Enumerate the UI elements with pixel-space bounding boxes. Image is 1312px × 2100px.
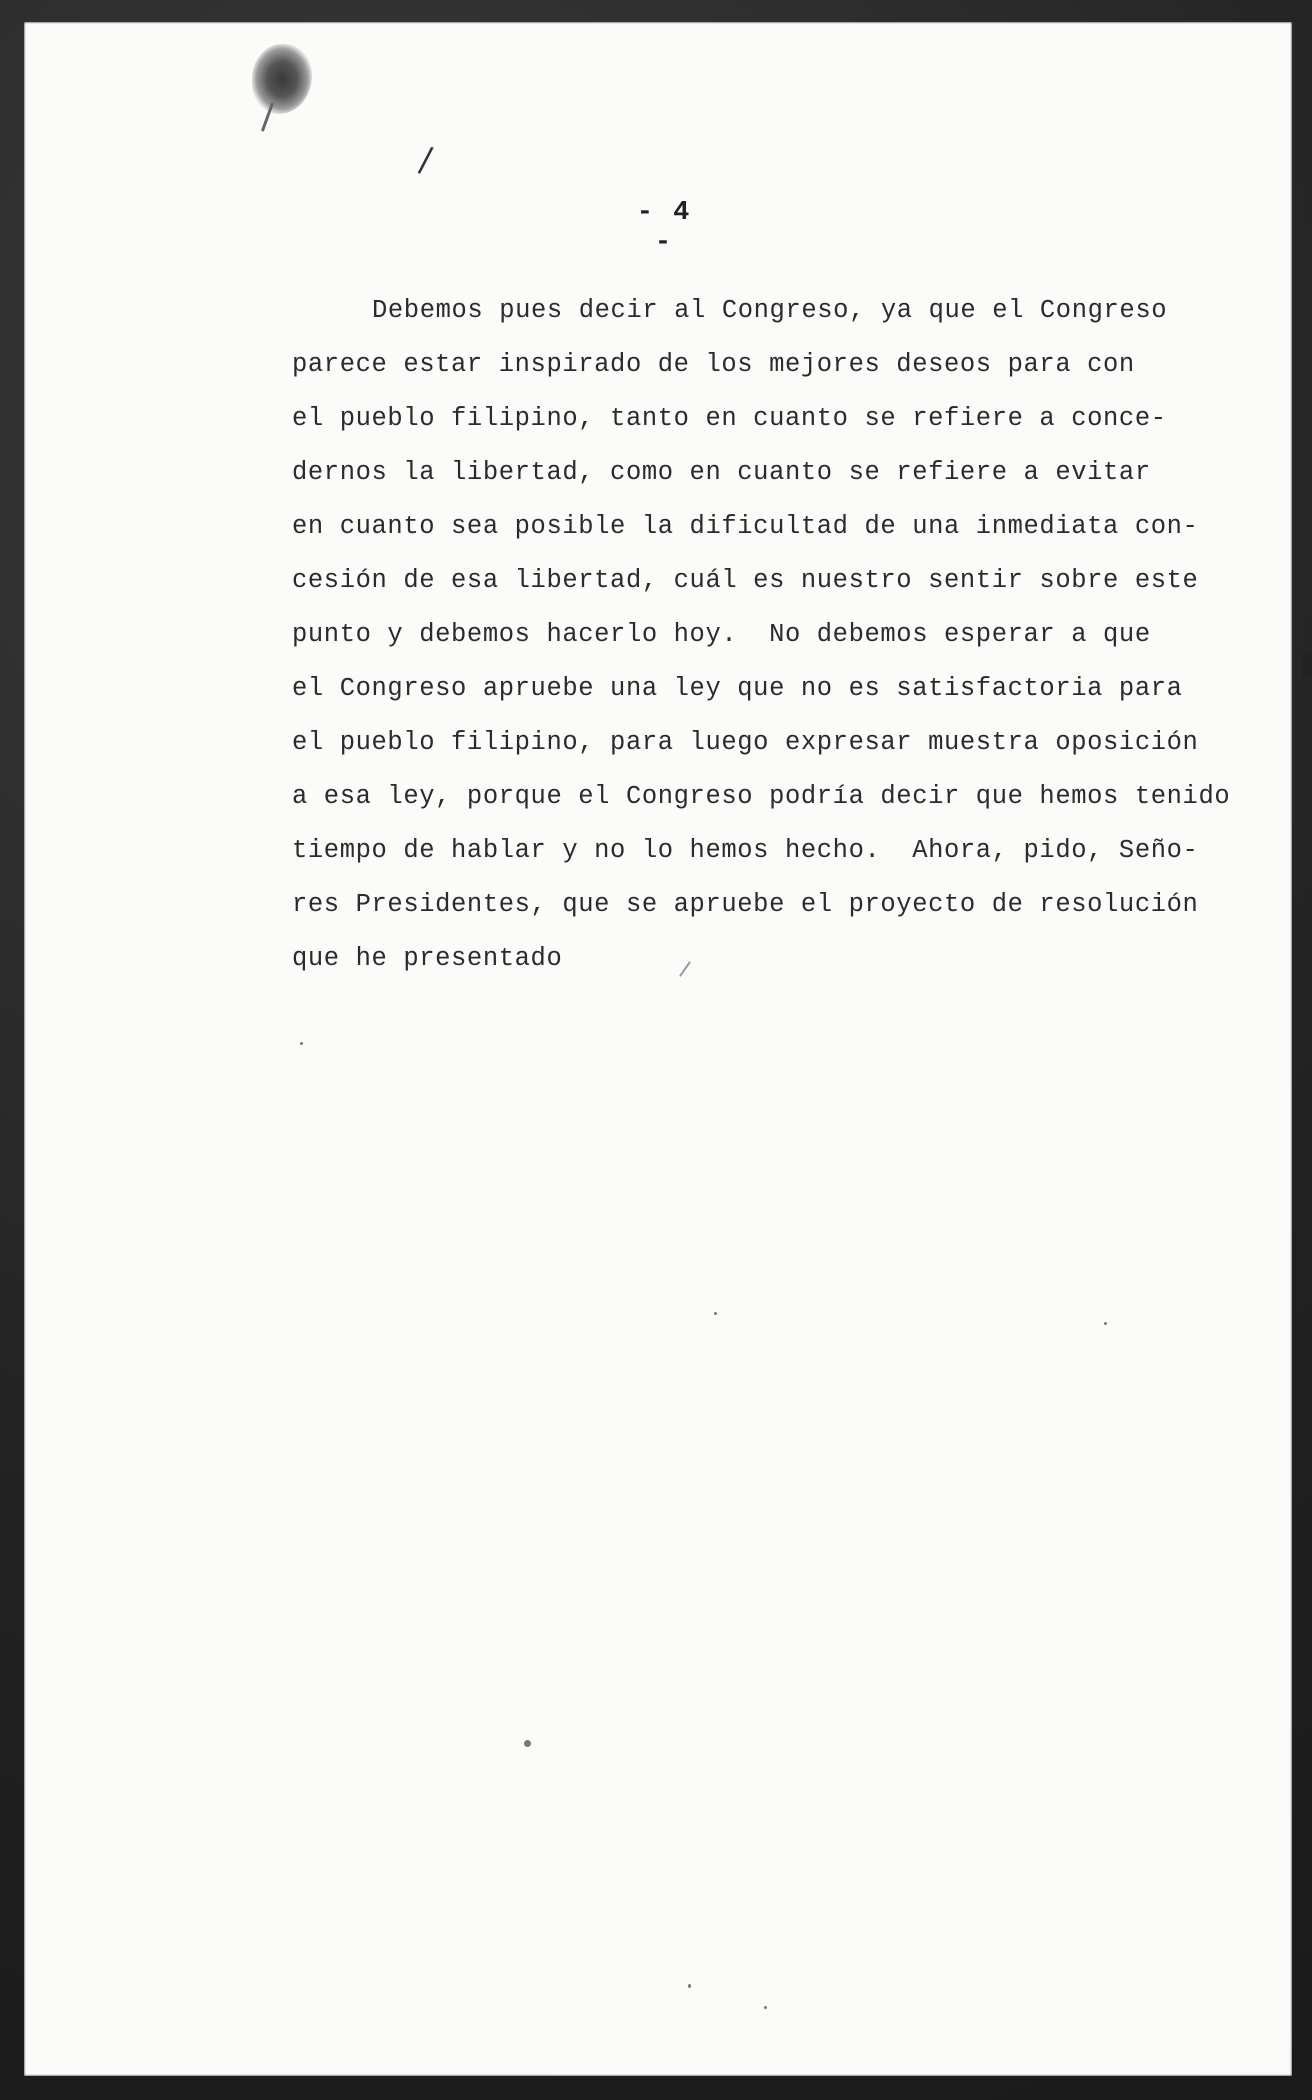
margin-tick-mark: / [416, 139, 435, 181]
document-page [24, 22, 1292, 2076]
text-line: que he presentado [292, 944, 563, 973]
page-number: - 4 - [636, 198, 692, 258]
text-line: cesión de esa libertad, cuál es nuestro sentir sobre este [292, 566, 1199, 595]
text-line: el pueblo filipino, para luego expresar muestra oposición [292, 728, 1199, 757]
text-line: punto y debemos hacerlo hoy. No debemos esperar a que [292, 620, 1151, 649]
scan-edge-mark [1302, 655, 1312, 677]
text-line: res Presidentes, que se apruebe el proyecto de resolución [292, 890, 1199, 919]
paper-speck [764, 2006, 767, 2009]
text-line: Debemos pues decir al Congreso, ya que el Congreso [372, 296, 1168, 325]
text-line: en cuanto sea posible la dificultad de una inmediata con- [292, 512, 1199, 541]
paper-speck [300, 1042, 303, 1045]
text-line: dernos la libertad, como en cuanto se refiere a evitar [292, 458, 1151, 487]
paper-speck [688, 1984, 691, 1988]
paper-speck [714, 1312, 717, 1315]
text-line: tiempo de hablar y no lo hemos hecho. Ahora, pido, Seño- [292, 836, 1199, 865]
text-line: parece estar inspirado de los mejores deseos para con [292, 350, 1135, 379]
typed-paragraph [292, 284, 1232, 986]
paper-speck [524, 1740, 531, 1747]
text-line: el Congreso apruebe una ley que no es satisfactoria para [292, 674, 1183, 703]
paper-speck [1104, 1322, 1107, 1325]
ink-blot [252, 44, 312, 114]
text-line: a esa ley, porque el Congreso podría decir que hemos tenido [292, 782, 1231, 811]
text-line: el pueblo filipino, tanto en cuanto se refiere a conce- [292, 404, 1167, 433]
